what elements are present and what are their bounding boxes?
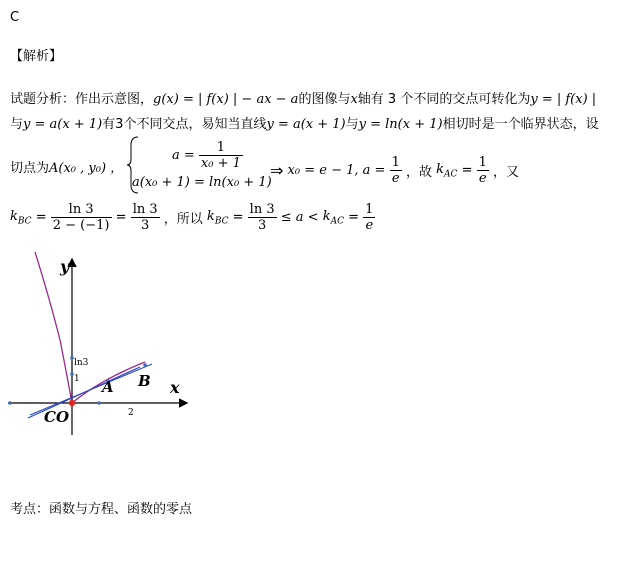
fraction: [363, 202, 375, 233]
k-subscript: AC: [330, 216, 344, 227]
text: ，故: [405, 165, 432, 180]
equals: =: [35, 210, 47, 225]
fraction-numerator: 1: [478, 155, 487, 170]
text: 轴有 3 个不同的交点可转化为: [357, 92, 531, 107]
system-eq-1: [172, 140, 243, 171]
analysis-line-2: [10, 113, 599, 132]
one-label: 1: [74, 374, 80, 384]
k-symbol: k: [206, 208, 215, 224]
equals: =: [232, 210, 244, 225]
inequality: ≤ a <: [280, 210, 319, 225]
fraction-numerator: 1: [365, 202, 374, 217]
fraction: [51, 202, 112, 233]
k-subscript: AC: [444, 169, 458, 180]
text: 有3个不同交点，易知当直线: [102, 117, 267, 132]
point-b: [143, 363, 147, 367]
implies-symbol: ⇒: [270, 161, 284, 180]
fraction-denominator: x₀ + 1: [200, 156, 241, 171]
math-expr: g(x) = | f(x) | − ax − a: [153, 92, 299, 107]
kbc-line: [10, 202, 375, 233]
math-expr: y = | f(x) |: [530, 92, 597, 107]
label-co: CO: [44, 408, 70, 426]
function-graph: [0, 250, 200, 440]
fraction-denominator: 3: [248, 217, 277, 233]
text: ，所以: [163, 212, 203, 227]
y-axis-label: y: [60, 257, 70, 276]
axis-point: [8, 401, 12, 405]
ln3-label: ln3: [74, 358, 89, 368]
fraction-denominator: e: [390, 170, 402, 186]
math-expr: y = a(x + 1): [266, 117, 346, 132]
answer-letter: C: [10, 10, 20, 25]
analysis-line-3-prefix: [10, 157, 123, 176]
equals: =: [348, 210, 360, 225]
equals: =: [461, 163, 473, 178]
text: ，又: [493, 165, 520, 180]
math-expr: y = a(x + 1): [23, 117, 103, 132]
kac-label: [436, 161, 458, 180]
text: 与: [10, 117, 24, 132]
text: 试题分析：作出示意图，: [10, 92, 154, 107]
x-axis-label: x: [170, 378, 180, 397]
fraction: [248, 202, 277, 233]
fraction-numerator: 1: [216, 140, 226, 155]
math-expr: a =: [172, 148, 195, 163]
kac-label: [322, 208, 344, 227]
equals: =: [115, 210, 127, 225]
fraction-denominator: e: [477, 170, 489, 186]
math-expr: x₀ = e − 1, a =: [287, 163, 386, 178]
k-subscript: BC: [17, 216, 32, 227]
analysis-line-1: [10, 88, 596, 107]
fraction-numerator: 1: [391, 155, 400, 170]
text: 相切时是一个临界状态，设: [442, 117, 599, 132]
label-b: B: [138, 372, 151, 390]
fraction-numerator: ln 3: [132, 202, 158, 217]
k-symbol: k: [322, 208, 331, 224]
fraction-numerator: ln 3: [68, 202, 94, 217]
math-var: x: [350, 92, 358, 107]
fraction-numerator: ln 3: [249, 202, 275, 217]
k-symbol: k: [10, 208, 18, 224]
tangent-point: A(x₀ , y₀) ，: [49, 161, 124, 176]
axis-point: [97, 401, 101, 405]
fraction-denominator: e: [363, 217, 375, 233]
origin-point: [69, 400, 75, 406]
fraction: [131, 202, 160, 233]
fraction-denominator: 2 − (−1): [52, 218, 110, 233]
kbc-label: [206, 208, 229, 227]
text: 切点为: [10, 161, 50, 176]
fraction: [390, 155, 402, 186]
system-eq-2: a(x₀ + 1) = ln(x₀ + 1): [132, 175, 272, 190]
result-line: [270, 155, 519, 186]
kbc-label: [10, 208, 32, 227]
k-symbol: k: [436, 161, 445, 177]
fraction-denominator: 3: [131, 217, 160, 233]
fraction: [477, 155, 489, 186]
text: 与: [345, 117, 359, 132]
k-subscript: BC: [214, 216, 229, 227]
two-label: 2: [128, 408, 134, 418]
knowledge-point: 考点：函数与方程、函数的零点: [10, 502, 193, 517]
section-heading: 【解析】: [10, 49, 63, 64]
fraction: [199, 140, 243, 171]
label-a: A: [102, 378, 114, 396]
math-expr: y = ln(x + 1): [358, 117, 443, 132]
text: 的图像与: [298, 92, 351, 107]
